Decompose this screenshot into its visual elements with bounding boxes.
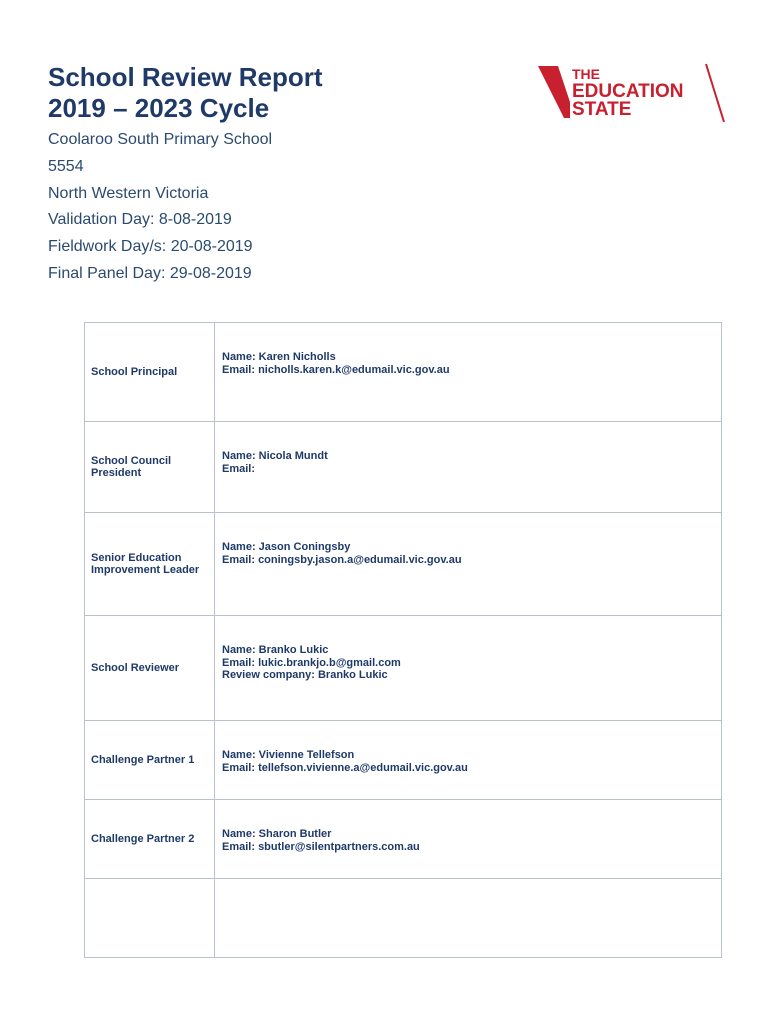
contact-name: Name: Jason Coningsby — [222, 541, 351, 553]
contact-name: Name: Sharon Butler — [222, 828, 332, 840]
final-panel-day: Final Panel Day: 29-08-2019 — [48, 264, 252, 282]
school-region: North Western Victoria — [48, 184, 209, 202]
logo-text-the: THE — [572, 66, 600, 82]
school-name: Coolaroo South Primary School — [48, 131, 273, 148]
table-row — [85, 800, 722, 879]
contact-name: Name: Branko Lukic — [222, 644, 329, 656]
role-details — [215, 616, 722, 721]
role-details — [215, 513, 722, 616]
table-row — [85, 513, 722, 616]
table-row — [85, 721, 722, 800]
report-title-line2: 2019 – 2023 Cycle — [48, 93, 270, 123]
logo-slash — [706, 64, 724, 122]
school-number: 5554 — [48, 157, 84, 175]
validation-day: Validation Day: 8-08-2019 — [48, 211, 232, 229]
role-label: School Council President — [85, 422, 215, 513]
role-label: School Principal — [85, 323, 215, 422]
review-team-table — [84, 322, 722, 958]
contact-name: Name: Vivienne Tellefson — [222, 749, 355, 761]
contact-name: Name: Karen Nicholls — [222, 351, 336, 363]
role-label: School Reviewer — [85, 616, 215, 721]
review-company: Review company: Branko Lukic — [222, 669, 388, 681]
role-label: Senior Education Improvement Leader — [85, 513, 215, 616]
role-label — [85, 879, 215, 958]
contact-email: Email: lukic.brankjo.b@gmail.com — [222, 656, 401, 669]
contact-email: Email: tellefson.vivienne.a@edumail.vic.gov.au — [222, 761, 468, 774]
table-row — [85, 879, 722, 958]
contact-email: Email: — [222, 462, 256, 475]
contact-name: Name: Nicola Mundt — [222, 450, 328, 462]
table-row — [85, 616, 722, 721]
role-label: Challenge Partner 2 — [85, 800, 215, 879]
table-row — [85, 422, 722, 513]
logo-text-education: EDUCATION — [572, 81, 684, 102]
report-title-line1: School Review Report — [48, 62, 323, 92]
role-details — [215, 323, 722, 422]
report-title — [48, 62, 323, 124]
logo-v-shape — [538, 66, 570, 118]
fieldwork-days: Fieldwork Day/s: 20-08-2019 — [48, 238, 253, 256]
school-info — [48, 127, 272, 288]
contact-email: Email: sbutler@silentpartners.com.au — [222, 840, 420, 853]
education-state-logo — [536, 62, 726, 126]
role-details — [215, 721, 722, 800]
contact-email: Email: coningsby.jason.a@edumail.vic.gov.au — [222, 553, 462, 566]
logo-text-state: STATE — [572, 99, 632, 120]
contact-email: Email: nicholls.karen.k@edumail.vic.gov.au — [222, 363, 450, 376]
role-label: Challenge Partner 1 — [85, 721, 215, 800]
role-details — [215, 800, 722, 879]
role-details — [215, 422, 722, 513]
table-row — [85, 323, 722, 422]
role-details — [215, 879, 722, 958]
